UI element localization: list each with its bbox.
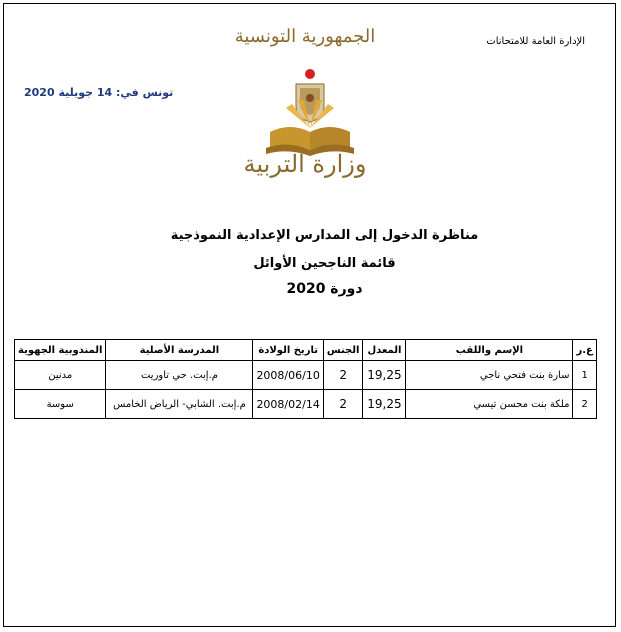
table-header-row bbox=[15, 340, 597, 361]
cell-region: سوسة bbox=[15, 390, 106, 419]
cell-region: مدنين bbox=[15, 361, 106, 390]
header-region: المندوبية الجهوية bbox=[15, 340, 106, 361]
cell-avg: 19,25 bbox=[363, 390, 406, 419]
cell-dob: 2008/02/14 bbox=[253, 390, 323, 419]
header-name: الإسم واللقب bbox=[406, 340, 573, 361]
cell-name: ملكة بنت محسن تيسي bbox=[406, 390, 573, 419]
table-row bbox=[15, 390, 597, 419]
header-num: ع.ر bbox=[573, 340, 596, 361]
date-line: تونس في: 14 جويلية 2020 bbox=[24, 86, 174, 99]
header-sex: الجنس bbox=[323, 340, 363, 361]
header-avg: المعدل bbox=[363, 340, 406, 361]
cell-num: 2 bbox=[573, 390, 596, 419]
ministry-label: وزارة التربية bbox=[243, 150, 367, 178]
cell-sex: 2 bbox=[323, 390, 363, 419]
cell-sex: 2 bbox=[323, 361, 363, 390]
cell-school: م.إبت. الشابي- الرياض الخامس bbox=[106, 390, 253, 419]
table-row bbox=[15, 361, 597, 390]
cell-name: سارة بنت فتحي ناجي bbox=[406, 361, 573, 390]
cell-avg: 19,25 bbox=[363, 361, 406, 390]
cell-dob: 2008/06/10 bbox=[253, 361, 323, 390]
republic-label: الجمهورية التونسية bbox=[234, 26, 376, 47]
header-school: المدرسة الأصلية bbox=[106, 340, 253, 361]
session-title: دورة 2020 bbox=[286, 281, 363, 297]
admin-label: الإدارة العامة للامتحانات bbox=[486, 36, 585, 47]
cell-num: 1 bbox=[573, 361, 596, 390]
results-table bbox=[14, 339, 597, 419]
header-dob: تاريخ الولادة bbox=[253, 340, 323, 361]
tunisia-seal-icon bbox=[296, 69, 324, 122]
competition-title: مناظرة الدخول إلى المدارس الإعدادية النموذجية bbox=[170, 228, 479, 243]
list-title: قائمة الناجحين الأوائل bbox=[253, 256, 396, 271]
cell-school: م.إبت. حي تاوريت bbox=[106, 361, 253, 390]
